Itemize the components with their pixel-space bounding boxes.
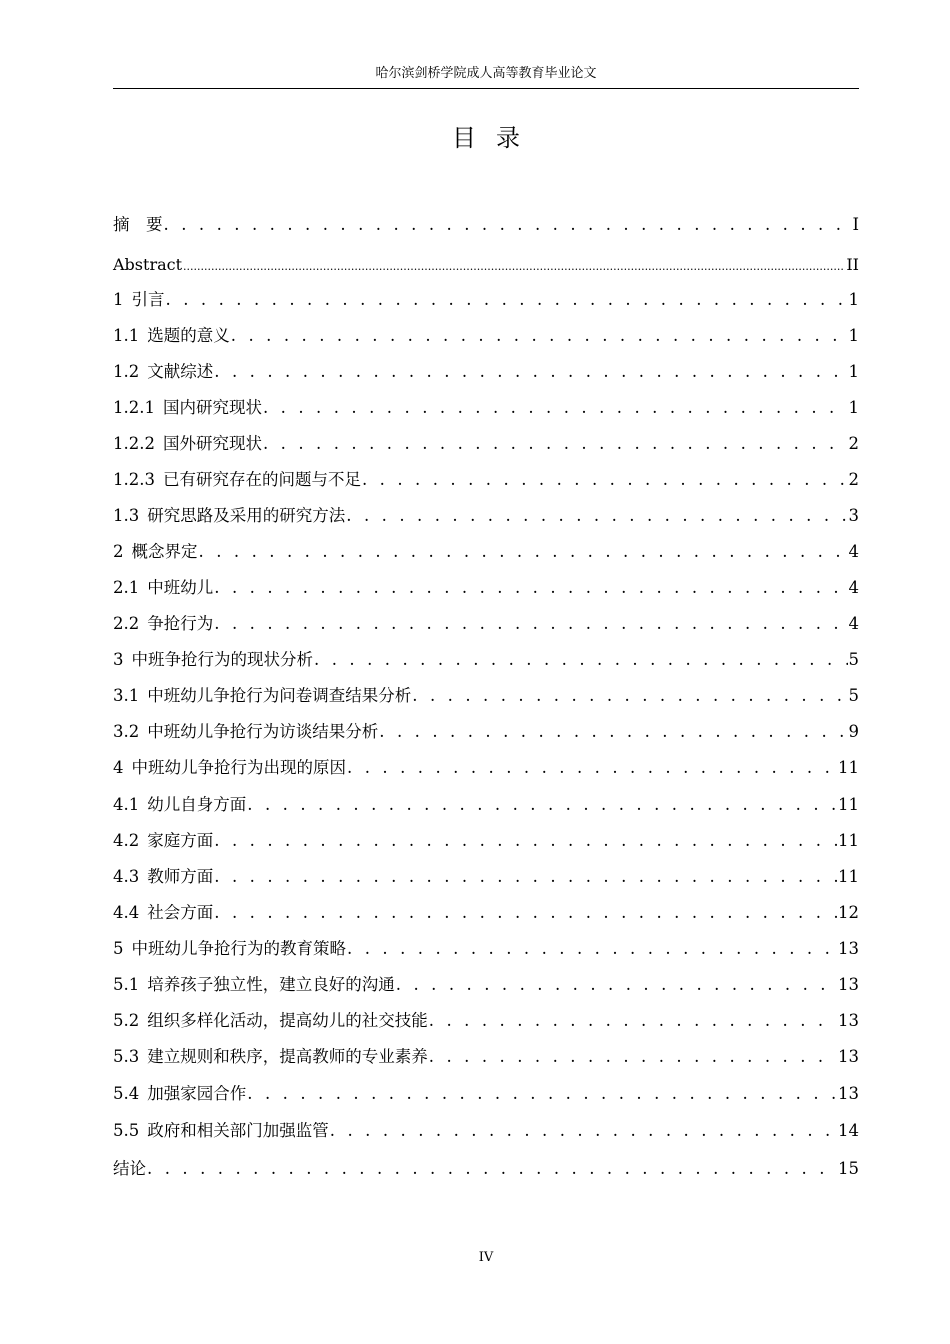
toc-entry-number: 1.2.3 [113, 470, 155, 489]
toc-entry-section[interactable] [113, 576, 859, 600]
dot-leader [147, 1157, 837, 1181]
toc-entry-page: 1 [848, 326, 859, 345]
toc-entry-section[interactable] [113, 865, 859, 889]
page-number: IV [478, 1250, 494, 1265]
dot-leader [362, 468, 848, 492]
toc-entry-page: 3 [848, 506, 859, 525]
toc-entry-number: 4.1 [113, 795, 140, 814]
toc-entry-number: 4.4 [113, 903, 140, 922]
toc-entry-number: 3.2 [113, 722, 140, 741]
toc-entry-page: 11 [838, 795, 859, 814]
toc-entry-section[interactable] [113, 1045, 859, 1069]
toc-entry-page: 13 [838, 939, 859, 958]
toc-entry-page: 2 [848, 470, 859, 489]
dot-leader [183, 255, 845, 279]
running-header: 哈尔滨剑桥学院成人高等教育毕业论文 [375, 66, 597, 81]
toc-entry-label: 加强家园合作 [147, 1084, 247, 1103]
toc-entry-page: 2 [848, 434, 859, 453]
dot-leader [214, 576, 847, 600]
toc-entry-page: 5 [848, 650, 859, 669]
toc-entry-label: 摘 要 [113, 215, 163, 234]
toc-entry-label: 中班幼儿争抢行为问卷调查结果分析 [147, 686, 412, 705]
toc-entry-page: 4 [848, 614, 859, 633]
dot-leader [330, 1119, 837, 1143]
dot-leader [166, 288, 848, 312]
dot-leader [429, 1045, 837, 1069]
toc-entry-label: 概念界定 [131, 542, 198, 561]
toc-entry-section[interactable] [113, 1009, 859, 1033]
toc-entry-number: 5.4 [113, 1084, 140, 1103]
toc-entry-page: 11 [838, 758, 859, 777]
dot-leader [346, 504, 847, 528]
toc-entry-section[interactable] [113, 288, 859, 312]
dot-leader [314, 648, 848, 672]
toc-entry-page: 11 [838, 867, 859, 886]
toc-entry-label: 中班幼儿争抢行为访谈结果分析 [147, 722, 379, 741]
toc-entry-page: 11 [838, 831, 859, 850]
toc-entry-number: 4.3 [113, 867, 140, 886]
toc-entry-label: 建立规则和秩序，提高教师的专业素养 [147, 1047, 428, 1066]
toc-entry-page: II [846, 255, 859, 274]
dot-leader [214, 865, 837, 889]
toc-entry-number: 2 [113, 542, 124, 561]
dot-leader [429, 1009, 837, 1033]
toc-entry-label: 社会方面 [147, 903, 214, 922]
dot-leader [263, 396, 848, 420]
toc-entry-number: 5 [113, 939, 124, 958]
toc-entry-section[interactable] [113, 540, 859, 564]
toc-entry-section[interactable] [113, 684, 859, 708]
header-divider [113, 88, 859, 89]
toc-entry-number: 1.2.1 [113, 398, 155, 417]
toc-entry-label: 国外研究现状 [162, 434, 262, 453]
dot-leader [396, 973, 837, 997]
toc-entry-section[interactable] [113, 720, 859, 744]
dot-leader [231, 324, 848, 348]
toc-entry-label: Abstract [113, 255, 183, 274]
dot-leader [164, 213, 852, 237]
dot-leader [379, 720, 847, 744]
toc-entry-number: 1 [113, 290, 124, 309]
toc-entry-page: 14 [838, 1121, 859, 1140]
dot-leader [214, 612, 847, 636]
toc-entry-page: 13 [838, 975, 859, 994]
toc-entry-label: 已有研究存在的问题与不足 [162, 470, 361, 489]
toc-entry-number: 3.1 [113, 686, 140, 705]
toc-entry-section[interactable] [113, 612, 859, 636]
toc-entry-number: 1.2 [113, 362, 140, 381]
toc-entry-page: 13 [838, 1047, 859, 1066]
toc-entry-section[interactable] [113, 648, 859, 672]
dot-leader [214, 901, 837, 925]
toc-entry-label: 争抢行为 [147, 614, 214, 633]
toc-entry-page: 12 [838, 903, 859, 922]
toc-entry-label: 国内研究现状 [162, 398, 262, 417]
toc-entry-section[interactable] [113, 793, 859, 817]
toc-entry-page: 1 [848, 290, 859, 309]
toc-entry-label: 培养孩子独立性，建立良好的沟通 [147, 975, 395, 994]
toc-entry-label: 中班幼儿争抢行为的教育策略 [131, 939, 346, 958]
dot-leader [214, 829, 837, 853]
toc-entry-section[interactable] [113, 973, 859, 997]
toc-entry-section[interactable] [113, 1119, 859, 1143]
dot-leader [347, 756, 837, 780]
dot-leader [412, 684, 847, 708]
toc-entry-page: 4 [848, 542, 859, 561]
toc-entry-section[interactable] [113, 901, 859, 925]
toc-entry-number: 5.1 [113, 975, 140, 994]
toc-entry-number: 2.2 [113, 614, 140, 633]
toc-entry-label: 教师方面 [147, 867, 214, 886]
toc-entry-abstract-cn[interactable] [113, 213, 859, 237]
toc-entry-label: 中班争抢行为的现状分析 [131, 650, 313, 669]
toc-entry-page: 13 [838, 1084, 859, 1103]
dot-leader [199, 540, 848, 564]
toc-entry-section[interactable] [113, 1082, 859, 1106]
toc-entry-number: 5.3 [113, 1047, 140, 1066]
toc-entry-label: 结论 [113, 1159, 146, 1178]
toc-entry-section[interactable] [113, 829, 859, 853]
dot-leader [214, 360, 847, 384]
toc-entry-section[interactable] [113, 324, 859, 348]
toc-entry-page: 13 [838, 1011, 859, 1030]
toc-entry-number: 1.1 [113, 326, 140, 345]
toc-entry-section[interactable] [113, 396, 859, 420]
toc-entry-label: 幼儿自身方面 [147, 795, 247, 814]
toc-entry-label: 文献综述 [147, 362, 214, 381]
toc-entry-section[interactable] [113, 468, 859, 492]
toc-entry-number: 2.1 [113, 578, 140, 597]
toc-entry-number: 5.5 [113, 1121, 140, 1140]
toc-entry-number: 3 [113, 650, 124, 669]
dot-leader [247, 793, 837, 817]
toc-entry-page: 15 [838, 1159, 859, 1178]
toc-entry-page: 1 [848, 398, 859, 417]
toc-entry-page: I [852, 215, 859, 234]
toc-entry-page: 4 [848, 578, 859, 597]
toc-entry-number: 4.2 [113, 831, 140, 850]
toc-entry-label: 中班幼儿争抢行为出现的原因 [131, 758, 346, 777]
toc-entry-section[interactable] [113, 937, 859, 961]
toc-entry-section[interactable] [113, 432, 859, 456]
toc-entry-label: 引言 [131, 290, 165, 309]
toc-entry-section[interactable] [113, 756, 859, 780]
toc-entry-number: 1.2.2 [113, 434, 155, 453]
toc-entry-abstract-en[interactable] [113, 253, 859, 277]
toc-entry-page: 5 [848, 686, 859, 705]
toc-entry-number: 4 [113, 758, 124, 777]
dot-leader [247, 1082, 837, 1106]
dot-leader [347, 937, 837, 961]
toc-entry-label: 中班幼儿 [147, 578, 214, 597]
toc-entry-number: 5.2 [113, 1011, 140, 1030]
toc-entry-label: 研究思路及采用的研究方法 [147, 506, 346, 525]
toc-entry-label: 组织多样化活动，提高幼儿的社交技能 [147, 1011, 428, 1030]
toc-entry-page: 9 [848, 722, 859, 741]
toc-entry-page: 1 [848, 362, 859, 381]
toc-entry-label: 家庭方面 [147, 831, 214, 850]
toc-entry-label: 政府和相关部门加强监管 [147, 1121, 329, 1140]
toc-entry-section[interactable] [113, 360, 859, 384]
toc-entry-section[interactable] [113, 504, 859, 528]
toc-entry-label: 选题的意义 [147, 326, 230, 345]
toc-entry-number: 1.3 [113, 506, 140, 525]
toc-title: 目录 [452, 124, 540, 152]
toc-entry-conclusion[interactable] [113, 1157, 859, 1181]
dot-leader [263, 432, 848, 456]
